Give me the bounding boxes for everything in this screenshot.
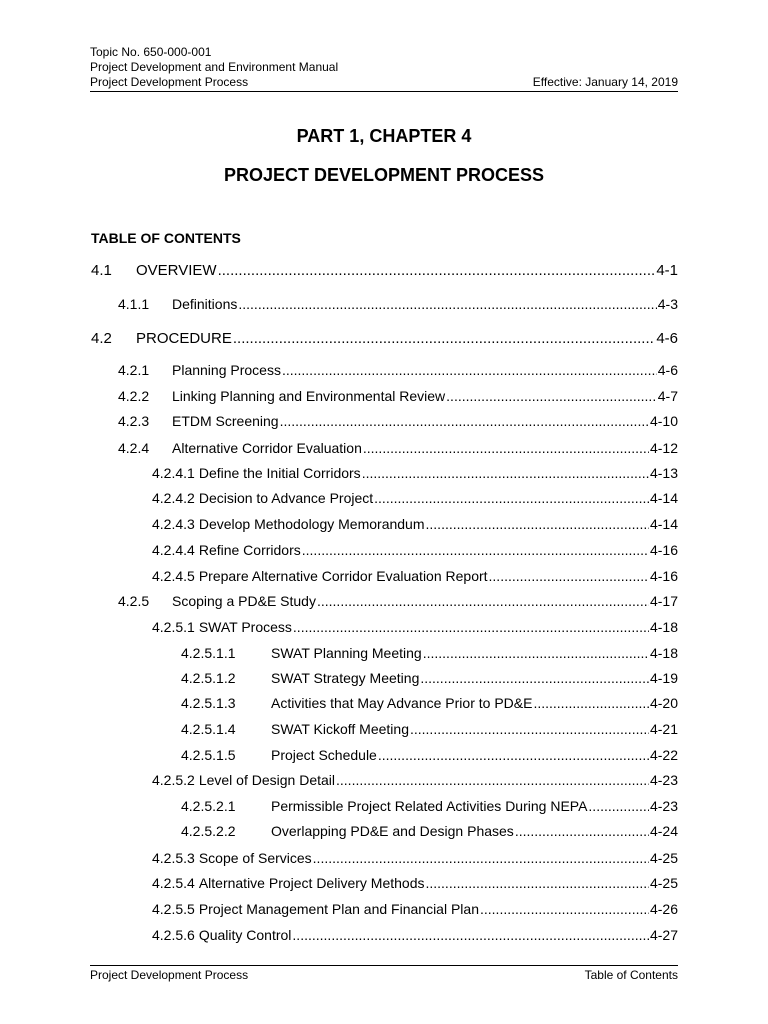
toc-leader-dots [238,296,656,312]
header-row [90,75,678,90]
toc-entry-page: 4-18 [649,619,678,635]
toc-entry-title: Scope of Services [198,850,312,866]
toc-leader-dots [420,670,649,686]
toc-entry[interactable] [181,747,678,763]
toc-leader-dots [588,798,649,814]
toc-leader-dots [446,388,657,404]
toc-entry-page: 4-25 [649,850,678,866]
toc-entry-page: 4-14 [649,516,678,532]
toc-entry-title: Refine Corridors [198,542,301,558]
toc-entry-page: 4-21 [649,721,678,737]
toc-entry-page: 4-17 [649,593,678,609]
toc-entry-page: 4-1 [656,262,678,279]
toc-entry-page: 4-27 [649,927,678,943]
toc-entry[interactable] [152,568,678,584]
toc-leader-dots [293,619,649,635]
toc-entry-title: PROCEDURE [136,330,232,347]
toc-entry-title: Quality Control [198,927,292,943]
toc-leader-dots [317,593,649,609]
toc-leader-dots [515,823,649,839]
toc-entry-title: ETDM Screening [172,413,279,429]
toc-entry-number: 4.2.3 [118,413,150,429]
toc-entry-page: 4-25 [649,875,678,891]
toc-entry-page: 4-24 [649,823,678,839]
toc-entry-page: 4-16 [649,568,678,584]
toc-entry-title: Develop Methodology Memorandum [198,516,425,532]
toc-entry[interactable] [152,542,678,558]
toc-entry-number: 4.2.5.1.2 [181,670,236,686]
toc-entry-page: 4-26 [649,901,678,917]
toc-entry[interactable] [152,465,678,481]
toc-entry[interactable] [152,772,678,788]
toc-leader-dots [378,747,649,763]
toc-entry-title: Alternative Corridor Evaluation [172,440,362,456]
toc-entry[interactable] [152,490,678,506]
toc-entry-number: 4.1.1 [118,296,150,312]
header-manual: Project Development and Environment Manual [90,60,339,74]
toc-entry-number: 4.2.4.5 [152,568,195,584]
toc-leader-dots [280,413,649,429]
toc-entry-title: SWAT Process [198,619,292,635]
toc-entry-number: 4.2.5.1.4 [181,721,236,737]
toc-leader-dots [423,645,649,661]
chapter-title: PROJECT DEVELOPMENT PROCESS [223,165,545,185]
toc-entry-page: 4-23 [649,798,678,814]
toc-entry-number: 4.2.4.4 [152,542,195,558]
toc-leader-dots [533,695,649,711]
toc-entry[interactable] [152,901,678,917]
page-header [90,45,678,92]
toc-entry-title: Linking Planning and Environmental Review [172,388,446,404]
toc-entry-number: 4.2.5.1.3 [181,695,236,711]
toc-entry[interactable] [118,440,678,456]
toc-entry-page: 4-6 [657,362,678,378]
toc-entry-number: 4.2.1 [118,362,150,378]
toc-entry-title: Alternative Project Delivery Methods [198,875,425,891]
toc-entry[interactable] [118,362,678,378]
toc-entry-number: 4.2.5.5 [152,901,195,917]
toc-entry-page: 4-13 [649,465,678,481]
toc-entry-number: 4.2.5.4 [152,875,195,891]
toc-entry[interactable] [152,875,678,891]
toc-entry-title: SWAT Strategy Meeting [271,670,420,686]
toc-entry-title: Project Management Plan and Financial Plan [198,901,479,917]
toc-entry-page: 4-3 [657,296,678,312]
toc-entry-number: 4.2.5.1.5 [181,747,236,763]
toc-entry[interactable] [181,798,678,814]
toc-leader-dots [282,362,657,378]
toc-entry[interactable] [118,296,678,312]
toc-leader-dots [292,927,649,943]
toc-entry-number: 4.2.4 [118,440,150,456]
toc-entry[interactable] [181,645,678,661]
toc-leader-dots [313,850,649,866]
toc-entry-title: Permissible Project Related Activities During NEPA [271,798,588,814]
toc-entry-number: 4.2.4.1 [152,465,195,481]
toc-entry-title: Project Schedule [271,747,377,763]
toc-entry-number: 4.2.5.2.2 [181,823,236,839]
toc-entry-page: 4-12 [649,440,678,456]
toc-leader-dots [336,772,649,788]
toc-entry[interactable] [181,670,678,686]
header-topic: Topic No. 650-000-001 [90,45,212,59]
toc-entry[interactable] [181,695,678,711]
toc-entry[interactable] [118,413,678,429]
toc-leader-dots [489,568,649,584]
toc-heading: TABLE OF CONTENTS [91,230,241,246]
toc-entry-title: Definitions [172,296,238,312]
toc-entry-title: Scoping a PD&E Study [172,593,316,609]
toc-leader-dots [425,875,648,891]
header-effective-date: Effective: January 14, 2019 [532,75,678,89]
toc-entry-page: 4-22 [649,747,678,763]
toc-entry-number: 4.2.4.2 [152,490,195,506]
toc-leader-dots [302,542,649,558]
toc-entry[interactable] [91,330,678,347]
toc-entry-title: Define the Initial Corridors [198,465,361,481]
toc-entry-title: SWAT Kickoff Meeting [271,721,409,737]
footer-left: Project Development Process [90,968,249,982]
toc-entry-title: Prepare Alternative Corridor Evaluation Report [198,568,488,584]
toc-entry-title: Overlapping PD&E and Design Phases [271,823,514,839]
toc-entry-page: 4-14 [649,490,678,506]
toc-leader-dots [374,490,649,506]
toc-entry-number: 4.1 [91,262,112,279]
footer-right: Table of Contents [584,968,678,982]
toc-entry-title: Decision to Advance Project [198,490,374,506]
toc-entry-title: OVERVIEW [136,262,217,279]
toc-entry-page: 4-10 [649,413,678,429]
toc-entry-page: 4-18 [649,645,678,661]
header-process: Project Development Process [90,75,249,89]
toc-leader-dots [363,440,649,456]
toc-entry-title: SWAT Planning Meeting [271,645,422,661]
toc-entry-number: 4.2.5.1.1 [181,645,236,661]
toc-leader-dots [410,721,649,737]
toc-entry-title: Level of Design Detail [198,772,336,788]
toc-entry-number: 4.2.5.6 [152,927,195,943]
toc-entry[interactable] [152,619,678,635]
header-rule [90,91,678,92]
toc-entry-page: 4-16 [649,542,678,558]
toc-leader-dots [362,465,649,481]
toc-entry-page: 4-20 [649,695,678,711]
toc-entry-number: 4.2.5 [118,593,150,609]
toc-entry-number: 4.2.5.2.1 [181,798,236,814]
toc-entry-number: 4.2.4.3 [152,516,195,532]
toc-entry-number: 4.2.5.3 [152,850,195,866]
toc-leader-dots [480,901,649,917]
toc-entry-page: 4-19 [649,670,678,686]
toc-entry[interactable] [152,516,678,532]
toc-entry[interactable] [118,593,678,609]
toc-leader-dots [218,262,656,279]
toc-entry-page: 4-6 [656,330,678,347]
toc-entry[interactable] [118,388,678,404]
toc-entry[interactable] [91,262,678,279]
toc-entry-number: 4.2.5.2 [152,772,195,788]
toc-entry-page: 4-7 [657,388,678,404]
toc-entry-page: 4-23 [649,772,678,788]
toc-entry[interactable] [152,850,678,866]
toc-entry-number: 4.2.2 [118,388,150,404]
toc-entry[interactable] [152,927,678,943]
toc-entry-title: Planning Process [172,362,281,378]
toc-leader-dots [426,516,649,532]
page-footer [90,965,678,982]
toc-entry-title: Activities that May Advance Prior to PD&E [271,695,533,711]
toc-entry-number: 4.2 [91,330,112,347]
part-title: PART 1, CHAPTER 4 [296,126,472,146]
toc-entry[interactable] [181,823,678,839]
toc-leader-dots [233,330,655,347]
toc-entry-number: 4.2.5.1 [152,619,195,635]
toc-entry[interactable] [181,721,678,737]
